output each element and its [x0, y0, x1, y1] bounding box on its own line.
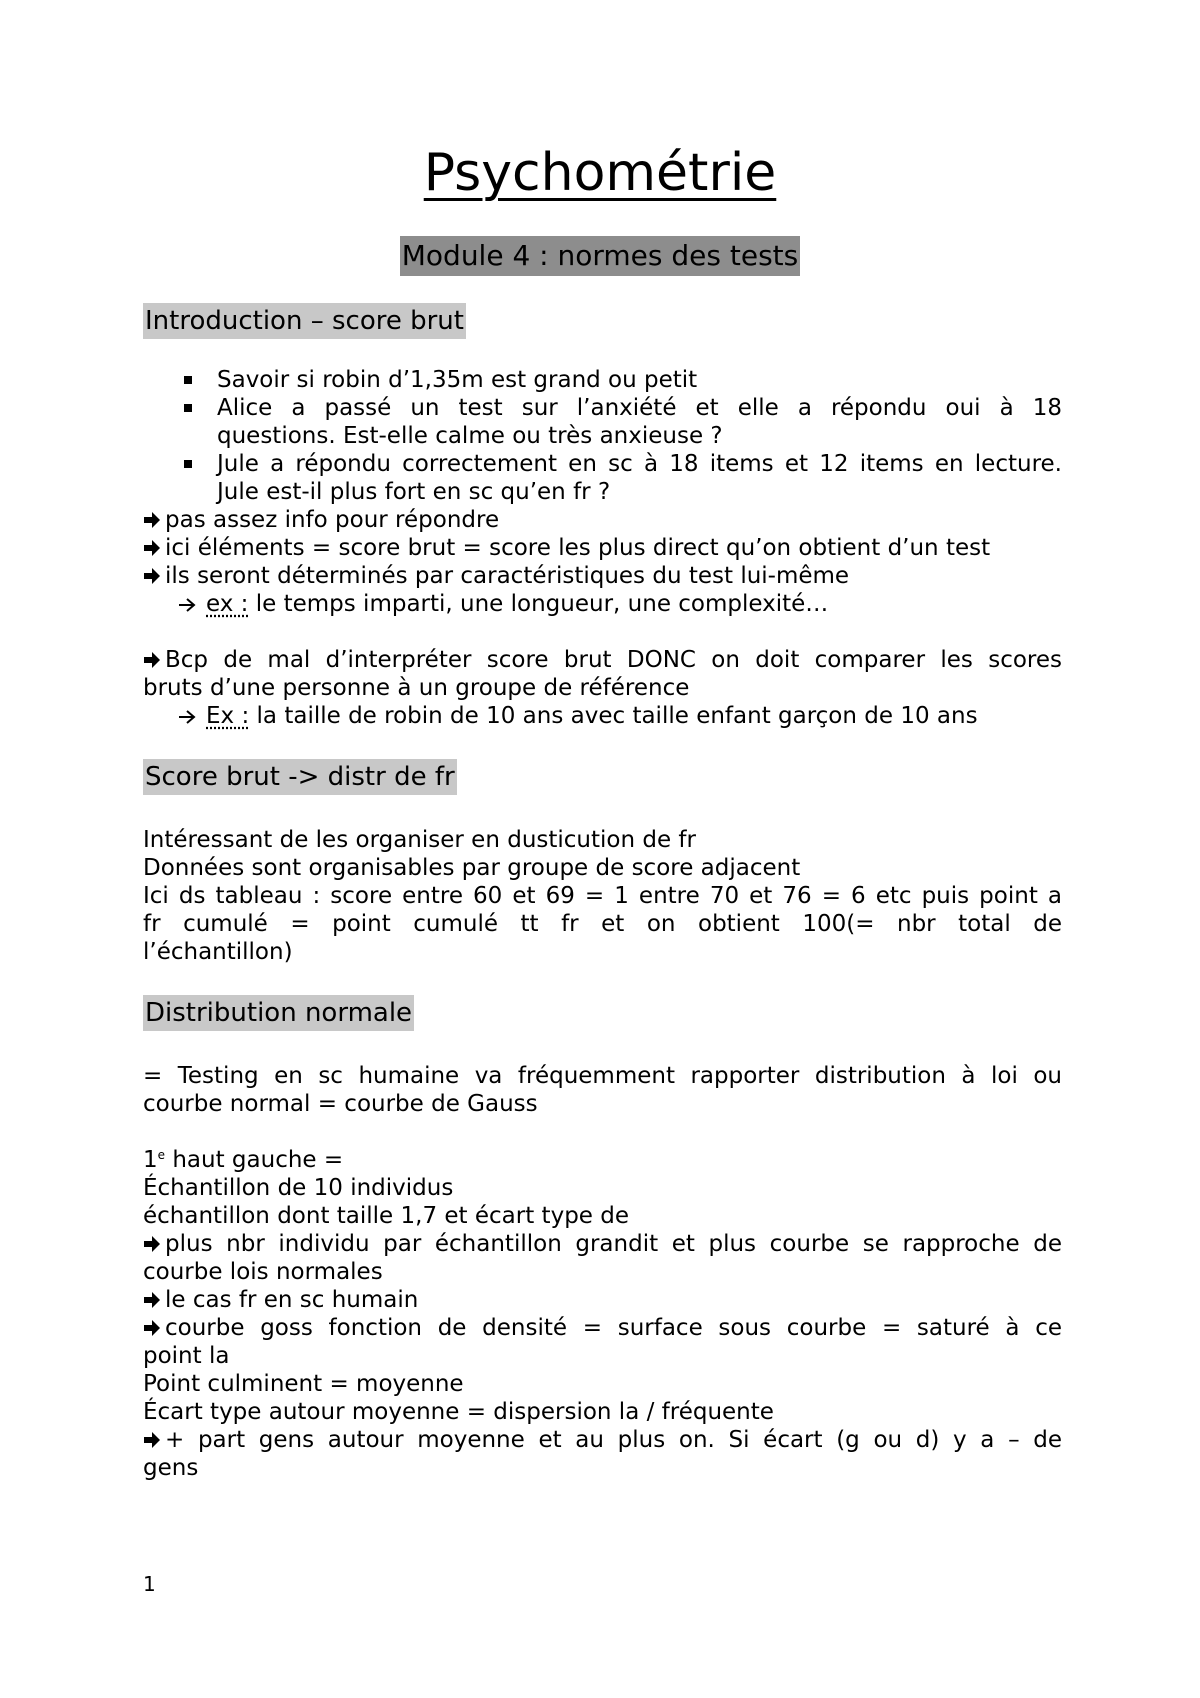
bold-arrow-icon: [143, 646, 165, 674]
section-heading-introduction: Introduction – score brut: [143, 303, 466, 339]
arrow-paragraph-text: courbe goss fonction de densité = surface sous courbe = saturé à ce: [165, 1315, 1062, 1341]
square-bullet-icon: [184, 376, 192, 384]
paragraph-line: Échantillon de 10 individus: [143, 1175, 454, 1201]
bold-arrow-icon: [143, 562, 165, 590]
ordinal-superscript: e: [157, 1148, 166, 1162]
bullet-text: Savoir si robin d’1,35m est grand ou petit: [217, 367, 698, 393]
bold-arrow-icon: [143, 506, 165, 534]
arrow-paragraph: [143, 1230, 1062, 1258]
square-bullet-icon: [184, 460, 192, 468]
page-number: 1: [143, 1572, 156, 1596]
bold-arrow-icon: [143, 1314, 165, 1342]
example-label: ex :: [206, 591, 249, 617]
arrow-paragraph-continuation: courbe lois normales: [143, 1259, 383, 1285]
paragraph-line: fr cumulé = point cumulé tt fr et on obtient 100(= nbr total de: [143, 911, 1062, 937]
bold-arrow-icon: [143, 534, 165, 562]
arrow-line-text: ils seront déterminés par caractéristiques du test lui-même: [165, 563, 850, 589]
bold-arrow-icon: [143, 1426, 165, 1454]
bullet-text: Jule a répondu correctement en sc à 18 items et 12 items en lecture.: [217, 451, 1062, 477]
example-text: le temps imparti, une longueur, une complexité…: [248, 591, 829, 617]
arrow-line-text: le cas fr en sc humain: [165, 1287, 419, 1313]
arrow-paragraph-continuation: gens: [143, 1455, 199, 1481]
example-text: la taille de robin de 10 ans avec taille enfant garçon de 10 ans: [249, 703, 978, 729]
paragraph-line: = Testing en sc humaine va fréquemment rapporter distribution à loi ou: [143, 1063, 1062, 1089]
arrow-paragraph-text: plus nbr individu par échantillon grandit et plus courbe se rapproche de: [165, 1231, 1062, 1257]
module-heading: Module 4 : normes des tests: [400, 236, 801, 276]
example-label: Ex :: [206, 703, 250, 729]
section-heading-distribution-normale: Distribution normale: [143, 995, 414, 1031]
arrow-line: [143, 534, 990, 562]
thin-arrow-icon: [178, 590, 206, 618]
paragraph-line: Ici ds tableau : score entre 60 et 69 = 1 entre 70 et 76 = 6 etc puis point a: [143, 883, 1062, 909]
page-title: Psychométrie: [423, 143, 777, 203]
paragraph-line-text: haut gauche =: [165, 1147, 344, 1173]
arrow-line-text: ici éléments = score brut = score les plus direct qu’on obtient d’un test: [165, 535, 991, 561]
paragraph-line: Point culminent = moyenne: [143, 1371, 464, 1397]
arrow-paragraph: [143, 1314, 1062, 1342]
arrow-paragraph-continuation: point la: [143, 1343, 230, 1369]
module-heading-wrap: [0, 236, 1200, 276]
section-heading-score-brut: Score brut -> distr de fr: [143, 759, 457, 795]
arrow-paragraph-text: + part gens autour moyenne et au plus on. Si écart (g ou d) y a – de: [165, 1427, 1062, 1453]
thin-arrow-icon: [178, 702, 206, 730]
bold-arrow-icon: [143, 1230, 165, 1258]
paragraph-line: l’échantillon): [143, 939, 293, 965]
sub-arrow-line: [178, 590, 828, 618]
arrow-paragraph: [143, 1426, 1062, 1454]
arrow-line: [143, 562, 849, 590]
paragraph-line: courbe normal = courbe de Gauss: [143, 1091, 538, 1117]
bullet-text: Alice a passé un test sur l’anxiété et elle a répondu oui à 18: [217, 395, 1062, 421]
paragraph-line: Écart type autour moyenne = dispersion la / fréquente: [143, 1399, 774, 1425]
paragraph-line: échantillon dont taille 1,7 et écart type de: [143, 1203, 629, 1229]
bullet-text-continuation: Jule est-il plus fort en sc qu’en fr ?: [217, 479, 611, 505]
arrow-paragraph-text: Bcp de mal d’interpréter score brut DONC on doit comparer les scores: [165, 647, 1062, 673]
paragraph-line: [143, 1146, 343, 1174]
arrow-paragraph-continuation: bruts d’une personne à un groupe de référence: [143, 675, 690, 701]
sub-arrow-line: [178, 702, 978, 730]
arrow-line-text: pas assez info pour répondre: [165, 507, 500, 533]
bullet-text-continuation: questions. Est-elle calme ou très anxieuse ?: [217, 423, 723, 449]
bold-arrow-icon: [143, 1286, 165, 1314]
paragraph-line: Données sont organisables par groupe de score adjacent: [143, 855, 801, 881]
square-bullet-icon: [184, 404, 192, 412]
ordinal-number: 1: [143, 1147, 158, 1173]
paragraph-line: Intéressant de les organiser en dusticution de fr: [143, 827, 696, 853]
arrow-paragraph: [143, 646, 1062, 674]
arrow-line: [143, 1286, 418, 1314]
arrow-line: [143, 506, 499, 534]
